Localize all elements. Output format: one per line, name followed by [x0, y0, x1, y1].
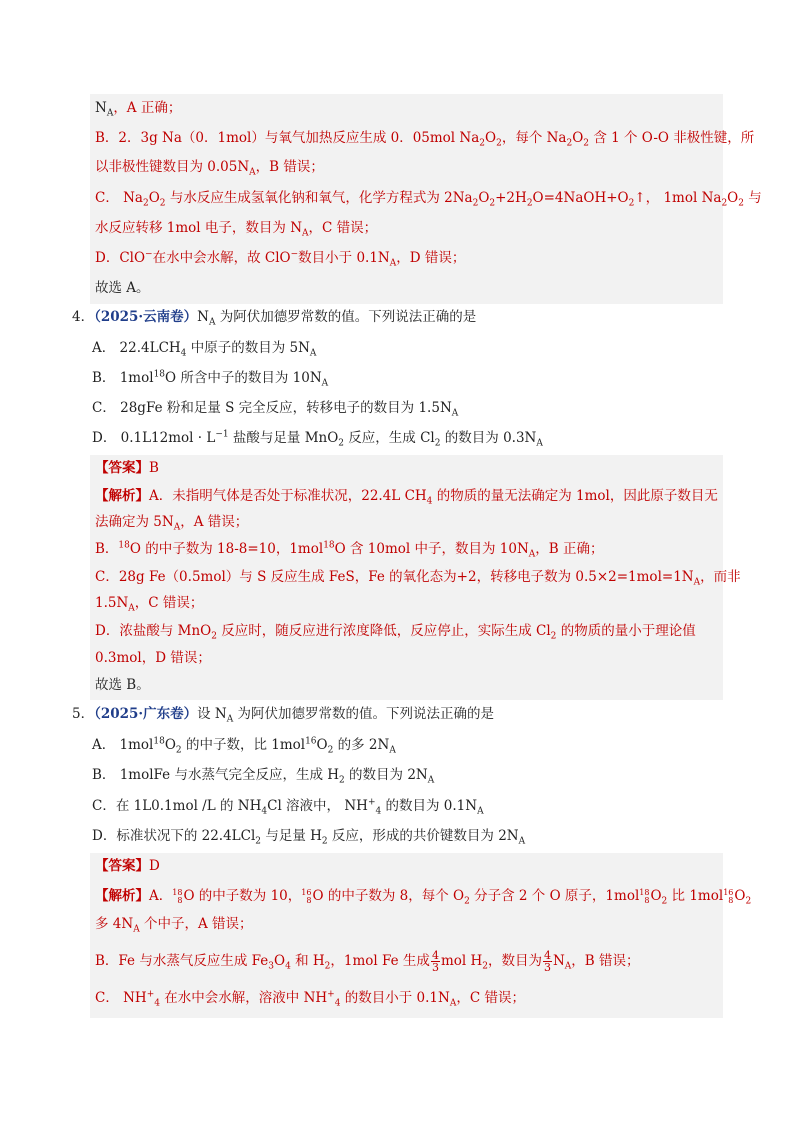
q5-option-a: A． $1mol^{18}O_2$ 的中子数，比 $1mol^{16}O_2$ 的多 $2N_A$: [92, 736, 396, 756]
q5-analysis-b: B．Fe 与水蒸气反应生成 $Fe_3O_4$ 和 $H_2$，1mol Fe 生成 $\frac{4}{3}$ mol $H_2$，数目为 $\frac{4}{3}$ $N_A$，B 错误；: [95, 949, 640, 974]
isotope-16-8-b: 16 8: [723, 887, 734, 905]
isotope-18-8-b: 18 8: [639, 887, 650, 905]
q4-choice: 故选 B。: [95, 677, 150, 693]
fraction-4-3: $\frac{4}{3}$: [431, 949, 439, 974]
q3-option-b-line-2: 以非极性键数目为 $0.05N_A$，B 错误；: [95, 159, 324, 178]
q4-stem: 4．（2025·云南卷）$N_A$ 为阿伏加德罗常数的值。下列说法正确的是: [72, 309, 477, 328]
q5-option-c: C．在 1L0.1mol /L 的 $NH_4Cl$ 溶液中， $NH^+_4$ 的数目为 $0.1N_A$: [92, 797, 484, 817]
q4-analysis-c-line-1: C．28g Fe（0.5mol）与 S 反应生成 FeS，Fe 的氧化态为+2，转移电子数为 $0.5\times 2=1mol=1N_A$，而非: [95, 569, 741, 588]
q3-choice: 故选 A。: [95, 280, 150, 296]
q3-line-1: $N_A$，A 正确；: [95, 100, 182, 119]
q5-stem: 5．（2025·广东卷）设 $N_A$ 为阿伏加德罗常数的值。下列说法正确的是: [72, 706, 495, 725]
q3-option-c-line-2: 水反应转移 1mol 电子，数目为 $N_A$，C 错误；: [95, 220, 378, 239]
q3-option-c-line-1: C． $Na_2O_2$ 与水反应生成氢氧化钠和氧气，化学方程式为 $2Na_2O_2+2H_2O=4NaOH+O_2↑$， 1mol $Na_2O_2$ 与: [95, 190, 762, 209]
q3-option-d-line: D．ClO−在水中会水解，故 ClO−数目小于 $0.1N_A$，D 错误；: [95, 249, 466, 269]
q4-option-b: B． 1mol$^{18}$O 所含中子的数目为 $10N_A$: [92, 369, 329, 389]
q4-analysis-d-line-2: 0.3mol，D 错误；: [95, 650, 211, 666]
q4-analysis-d-line-1: D．浓盐酸与 MnO$_2$ 反应时，随反应进行浓度降低，反应停止，实际生成 $Cl_2$ 的物质的量小于理论值: [95, 623, 696, 642]
q5-analysis-a-line-1: 【解析】A． 18 8 O 的中子数为 10， 16 8 O 的中子数为 8，每个 $O_2$ 分子含 2 个 O 原子，1mol 18 8 $O_2$ 比 1mol 16 8 $O_2$: [95, 887, 752, 907]
q4-analysis-c-line-2: $1.5N_A$，C 错误；: [95, 595, 204, 614]
q4-analysis-a-line-1: 【解析】A．未指明气体是否处于标准状况，22.4L $CH_4$ 的物质的量无法确定为 1mol，因此原子数目无: [95, 488, 718, 507]
q5-analysis-c: C． $NH^+_4$ 在水中会水解，溶液中 $NH^+_4$ 的数目小于 $0.1N_A$，C 错误；: [95, 989, 525, 1009]
q4-option-d: D． $0.1L12mol \cdot L^{-1}$ 盐酸与足量 MnO$_2$ 反应，生成 $Cl_2$ 的数目为 $0.3N_A$: [92, 429, 543, 449]
isotope-16-8: 16 8: [301, 887, 312, 905]
q4-option-c: C． 28gFe 粉和足量 S 完全反应，转移电子的数目为 $1.5N_A$: [92, 400, 459, 419]
fraction-4-3-b: $\frac{4}{3}$: [543, 949, 551, 974]
q5-option-d: D．标准状况下的 22.4LCl$_2$ 与足量 $H_2$ 反应，形成的共价键数目为 $2N_A$: [92, 828, 526, 847]
q4-answer: 【答案】B: [95, 460, 159, 476]
isotope-18-8: 18 8: [172, 887, 183, 905]
q3-option-b-line-1: B．2．3g Na（0．1mol）与氧气加热反应生成 0．05mol $Na_2O_2$，每个 $Na_2O_2$ 含 1 个 O-O 非极性键，所: [95, 130, 755, 149]
q4-option-a: A． $22.4LCH_4$ 中原子的数目为 $5N_A$: [92, 340, 317, 359]
q4-analysis-b: B．$^{18}$O 的中子数为 18-8=10，1mol$^{18}$O 含 10mol 中子，数目为 $10N_A$，B 正确；: [95, 540, 604, 560]
q5-option-b: B． 1molFe 与水蒸气完全反应，生成 $H_2$ 的数目为 $2N_A$: [92, 767, 435, 786]
q4-analysis-a-line-2: 法确定为 $5N_A$，A 错误；: [95, 514, 249, 533]
q5-answer: 【答案】D: [95, 858, 160, 874]
q5-analysis-a-line-2: 多 $4N_A$ 个中子，A 错误；: [95, 916, 253, 935]
